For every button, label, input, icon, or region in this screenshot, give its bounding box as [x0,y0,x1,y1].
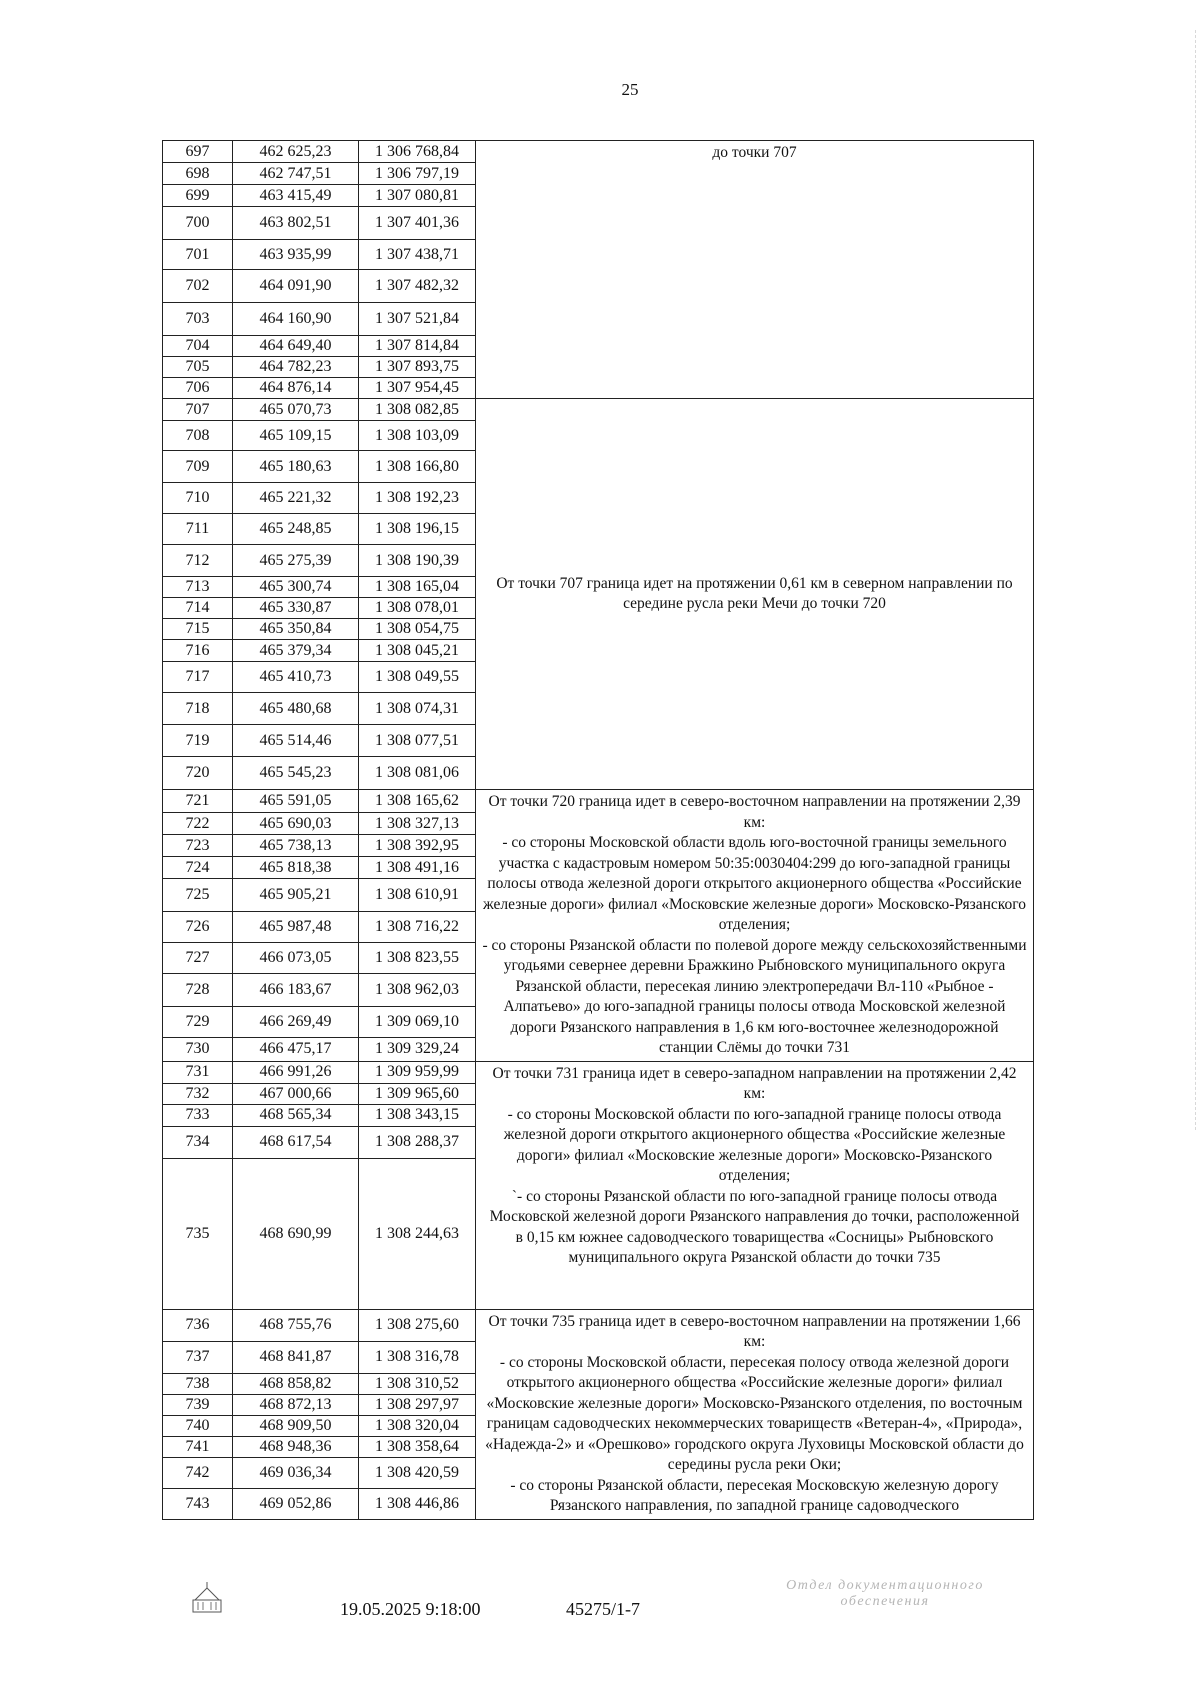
x-coordinate-cell: 464 876,14 [233,378,359,399]
table-row [163,1309,1034,1341]
stamp-line-2: обеспечения [840,1594,930,1609]
x-coordinate-cell: 468 858,82 [233,1373,359,1394]
point-number-cell: 713 [163,577,233,598]
y-coordinate-cell: 1 308 297,97 [359,1394,476,1415]
x-coordinate-cell: 465 690,03 [233,813,359,835]
x-coordinate-cell: 468 617,54 [233,1126,359,1158]
x-coordinate-cell: 465 379,34 [233,640,359,662]
y-coordinate-cell: 1 307 814,84 [359,336,476,357]
x-coordinate-cell: 466 073,05 [233,942,359,973]
y-coordinate-cell: 1 308 320,04 [359,1415,476,1436]
y-coordinate-cell: 1 309 069,10 [359,1006,476,1037]
y-coordinate-cell: 1 308 420,59 [359,1458,476,1489]
y-coordinate-cell: 1 308 962,03 [359,974,476,1006]
y-coordinate-cell: 1 307 521,84 [359,303,476,336]
page-number: 25 [621,80,639,99]
footer-document-code: 45275/1-7 [566,1599,640,1619]
y-coordinate-cell: 1 308 078,01 [359,598,476,619]
coordinates-table [162,140,1034,1520]
y-coordinate-cell: 1 306 797,19 [359,163,476,185]
x-coordinate-cell: 465 070,73 [233,399,359,421]
description-paragraph: - со стороны Рязанской области по полевой дороге между сельскохозяйственными угодьями севернее деревни Бражкино Рыбновского муниципального округа Рязанской области, пересекая линию электропередачи Вл-110 «Рыбное - Алпатьево» до юго-западной границы полосы отвода Московской железной дороги Рязанского направления в 1,6 км юго-восточнее железнодорожной станции Слёмы до точки 731 [482,936,1027,1056]
scan-edge-marks [1185,30,1196,1130]
x-coordinate-cell: 463 935,99 [233,240,359,270]
y-coordinate-cell: 1 308 288,37 [359,1126,476,1158]
x-coordinate-cell: 468 909,50 [233,1415,359,1436]
y-coordinate-cell: 1 308 310,52 [359,1373,476,1394]
point-number-cell: 735 [163,1158,233,1309]
y-coordinate-cell: 1 308 392,95 [359,835,476,857]
x-coordinate-cell: 466 475,17 [233,1038,359,1061]
x-coordinate-cell: 468 948,36 [233,1437,359,1458]
point-number-cell: 730 [163,1038,233,1061]
x-coordinate-cell: 465 591,05 [233,790,359,813]
y-coordinate-cell: 1 308 316,78 [359,1341,476,1373]
point-number-cell: 738 [163,1373,233,1394]
x-coordinate-cell: 463 415,49 [233,185,359,207]
y-coordinate-cell: 1 308 081,06 [359,757,476,790]
x-coordinate-cell: 464 160,90 [233,303,359,336]
y-coordinate-cell: 1 308 166,80 [359,451,476,483]
y-coordinate-cell: 1 308 275,60 [359,1309,476,1341]
point-number-cell: 736 [163,1309,233,1341]
description-paragraph: `- со стороны Рязанской области по юго-западной границе полосы отвода Московской железной дороги Рязанского направления до точки, расположенной [489,1187,1020,1225]
x-coordinate-cell: 464 649,40 [233,336,359,357]
y-coordinate-cell: 1 307 482,32 [359,270,476,303]
x-coordinate-cell: 466 183,67 [233,974,359,1006]
x-coordinate-cell: 462 747,51 [233,163,359,185]
y-coordinate-cell: 1 308 045,21 [359,640,476,662]
point-number-cell: 728 [163,974,233,1006]
point-number-cell: 734 [163,1126,233,1158]
y-coordinate-cell: 1 308 077,51 [359,725,476,757]
point-number-cell: 743 [163,1489,233,1519]
y-coordinate-cell: 1 308 190,39 [359,545,476,577]
point-number-cell: 731 [163,1061,233,1083]
point-number-cell: 733 [163,1104,233,1126]
x-coordinate-cell: 465 514,46 [233,725,359,757]
table-row [163,790,1034,813]
x-coordinate-cell: 464 782,23 [233,357,359,378]
footer-datetime: 19.05.2025 9:18:00 [340,1599,481,1619]
description-paragraph: в 0,15 км южнее садоводческого товарищества «Сосницы» Рыбновского муниципального округа Рязанской области до точки 735 [515,1228,994,1266]
x-coordinate-cell: 466 269,49 [233,1006,359,1037]
point-number-cell: 742 [163,1458,233,1489]
y-coordinate-cell: 1 308 049,55 [359,662,476,693]
y-coordinate-cell: 1 308 491,16 [359,857,476,879]
point-number-cell: 737 [163,1341,233,1373]
x-coordinate-cell: 469 036,34 [233,1458,359,1489]
point-number-cell: 729 [163,1006,233,1037]
table-row [163,1061,1034,1083]
point-number-cell: 701 [163,240,233,270]
x-coordinate-cell: 467 000,66 [233,1083,359,1104]
x-coordinate-cell: 465 738,13 [233,835,359,857]
point-number-cell: 724 [163,857,233,879]
y-coordinate-cell: 1 308 054,75 [359,619,476,640]
boundary-description-cell [476,399,1034,790]
y-coordinate-cell: 1 307 401,36 [359,207,476,240]
description-paragraph: - со стороны Московской области вдоль юго-восточной границы земельного участка с кадастровым номером 50:35:0030404:299 до юго-западной границы полосы отвода железной дороги открытого акционерного общества «Российские железные дороги» филиал «Московские железные дороги» Московско-Рязанского отделения; [483,834,1026,933]
point-number-cell: 703 [163,303,233,336]
y-coordinate-cell: 1 308 343,15 [359,1104,476,1126]
x-coordinate-cell: 465 905,21 [233,879,359,911]
x-coordinate-cell: 465 109,15 [233,421,359,451]
y-coordinate-cell: 1 308 074,31 [359,693,476,725]
description-paragraph: От точки 707 граница идет на протяжении 0,61 км в северном направлении по середине русла реки Мечи до точки 720 [496,574,1013,612]
x-coordinate-cell: 462 625,23 [233,141,359,163]
description-paragraph: - со стороны Московской области, пересекая полосу отвода железной дороги открытого акционерного общества «Российские железные дороги» филиал «Московские железные дороги» Московско-Рязанского отделения, по восточным границам садоводческих некоммерческих товариществ «Ветеран-4», «Природа», «Надежда-2» и «Орешково» городского округа Луховицы Московской области до середины русла реки Оки; [485,1353,1024,1473]
x-coordinate-cell: 465 221,32 [233,483,359,514]
x-coordinate-cell: 464 091,90 [233,270,359,303]
y-coordinate-cell: 1 308 196,15 [359,514,476,545]
x-coordinate-cell: 463 802,51 [233,207,359,240]
y-coordinate-cell: 1 308 823,55 [359,942,476,973]
description-paragraph: От точки 720 граница идет в северо-восточном направлении на протяжении 2,39 км: [488,793,1021,831]
point-number-cell: 718 [163,693,233,725]
y-coordinate-cell: 1 307 954,45 [359,378,476,399]
boundary-description-cell [476,790,1034,1062]
x-coordinate-cell: 465 350,84 [233,619,359,640]
y-coordinate-cell: 1 308 244,63 [359,1158,476,1309]
y-coordinate-cell: 1 308 192,23 [359,483,476,514]
y-coordinate-cell: 1 308 165,62 [359,790,476,813]
y-coordinate-cell: 1 308 103,09 [359,421,476,451]
point-number-cell: 714 [163,598,233,619]
point-number-cell: 721 [163,790,233,813]
x-coordinate-cell: 465 330,87 [233,598,359,619]
x-coordinate-cell: 468 755,76 [233,1309,359,1341]
y-coordinate-cell: 1 309 965,60 [359,1083,476,1104]
y-coordinate-cell: 1 307 438,71 [359,240,476,270]
point-number-cell: 715 [163,619,233,640]
description-paragraph: От точки 735 граница идет в северо-восточном направлении на протяжении 1,66 км: [488,1312,1021,1350]
point-number-cell: 697 [163,141,233,163]
point-number-cell: 708 [163,421,233,451]
y-coordinate-cell: 1 308 082,85 [359,399,476,421]
x-coordinate-cell: 465 987,48 [233,911,359,942]
x-coordinate-cell: 468 690,99 [233,1158,359,1309]
point-number-cell: 717 [163,662,233,693]
boundary-description-cell [476,141,1034,399]
y-coordinate-cell: 1 307 080,81 [359,185,476,207]
x-coordinate-cell: 468 565,34 [233,1104,359,1126]
x-coordinate-cell: 465 818,38 [233,857,359,879]
point-number-cell: 720 [163,757,233,790]
y-coordinate-cell: 1 308 327,13 [359,813,476,835]
department-stamp [735,1578,1035,1610]
x-coordinate-cell: 468 872,13 [233,1394,359,1415]
table-row [163,141,1034,163]
point-number-cell: 705 [163,357,233,378]
point-number-cell: 726 [163,911,233,942]
boundary-description-cell [476,1309,1034,1519]
table-row [163,399,1034,421]
y-coordinate-cell: 1 308 165,04 [359,577,476,598]
y-coordinate-cell: 1 308 358,64 [359,1437,476,1458]
point-number-cell: 712 [163,545,233,577]
y-coordinate-cell: 1 306 768,84 [359,141,476,163]
x-coordinate-cell: 465 248,85 [233,514,359,545]
point-number-cell: 702 [163,270,233,303]
point-number-cell: 739 [163,1394,233,1415]
point-number-cell: 732 [163,1083,233,1104]
point-number-cell: 700 [163,207,233,240]
y-coordinate-cell: 1 308 446,86 [359,1489,476,1519]
x-coordinate-cell: 465 545,23 [233,757,359,790]
x-coordinate-cell: 465 180,63 [233,451,359,483]
point-number-cell: 706 [163,378,233,399]
description-paragraph: до точки 707 [712,144,797,161]
x-coordinate-cell: 465 300,74 [233,577,359,598]
point-number-cell: 722 [163,813,233,835]
x-coordinate-cell: 469 052,86 [233,1489,359,1519]
point-number-cell: 716 [163,640,233,662]
state-emblem-icon [185,1580,229,1616]
y-coordinate-cell: 1 308 610,91 [359,879,476,911]
x-coordinate-cell: 465 410,73 [233,662,359,693]
y-coordinate-cell: 1 308 716,22 [359,911,476,942]
description-paragraph: - со стороны Московской области по юго-западной границе полосы отвода железной дороги открытого акционерного общества «Российские железные дороги» филиал «Московские железные дороги» Московско-Рязанского отделения; [503,1105,1006,1184]
description-paragraph: От точки 731 граница идет в северо-западном направлении на протяжении 2,42 км: [492,1064,1017,1102]
point-number-cell: 740 [163,1415,233,1436]
point-number-cell: 725 [163,879,233,911]
point-number-cell: 707 [163,399,233,421]
y-coordinate-cell: 1 309 959,99 [359,1061,476,1083]
point-number-cell: 711 [163,514,233,545]
point-number-cell: 723 [163,835,233,857]
description-paragraph: - со стороны Рязанской области, пересекая Московскую железную дорогу Рязанского направления, по западной границе садоводческого [510,1476,999,1514]
point-number-cell: 719 [163,725,233,757]
point-number-cell: 699 [163,185,233,207]
y-coordinate-cell: 1 309 329,24 [359,1038,476,1061]
stamp-line-1: Отдел документационного [786,1578,984,1593]
x-coordinate-cell: 466 991,26 [233,1061,359,1083]
point-number-cell: 741 [163,1437,233,1458]
y-coordinate-cell: 1 307 893,75 [359,357,476,378]
point-number-cell: 727 [163,942,233,973]
point-number-cell: 698 [163,163,233,185]
x-coordinate-cell: 465 480,68 [233,693,359,725]
point-number-cell: 709 [163,451,233,483]
x-coordinate-cell: 468 841,87 [233,1341,359,1373]
point-number-cell: 710 [163,483,233,514]
boundary-description-cell [476,1061,1034,1309]
point-number-cell: 704 [163,336,233,357]
x-coordinate-cell: 465 275,39 [233,545,359,577]
